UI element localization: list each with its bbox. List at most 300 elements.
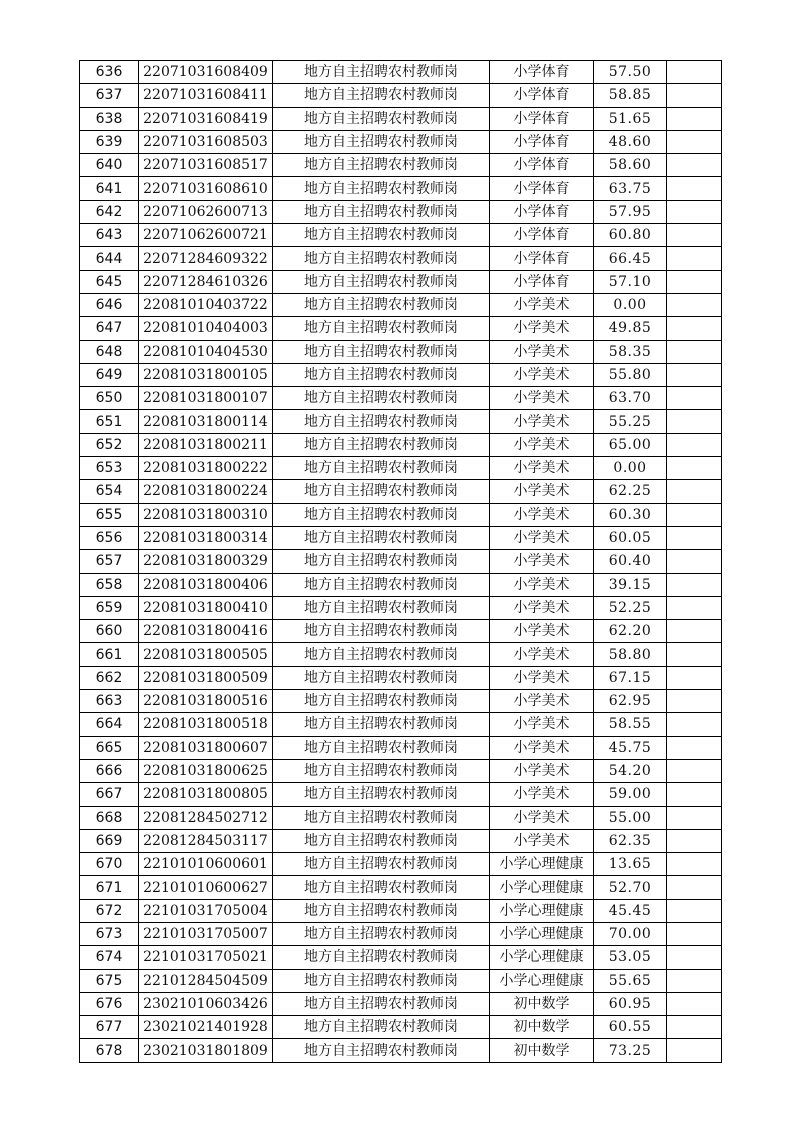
note-cell: [667, 526, 722, 549]
subject-cell: 小学美术: [490, 503, 594, 526]
table-row: [80, 503, 722, 526]
position-cell: 地方自主招聘农村教师岗: [273, 130, 490, 153]
exam-id-cell: 22081031800211: [139, 433, 273, 456]
position-cell: 地方自主招聘农村教师岗: [273, 363, 490, 386]
score-cell: 62.35: [594, 829, 667, 852]
position-cell: 地方自主招聘农村教师岗: [273, 410, 490, 433]
exam-id-cell: 22071062600713: [139, 200, 273, 223]
position-cell: 地方自主招聘农村教师岗: [273, 853, 490, 876]
row-number-cell: 663: [80, 690, 139, 713]
note-cell: [667, 480, 722, 503]
position-cell: 地方自主招聘农村教师岗: [273, 247, 490, 270]
exam-id-cell: 22081031800222: [139, 457, 273, 480]
table-row: [80, 806, 722, 829]
position-cell: 地方自主招聘农村教师岗: [273, 596, 490, 619]
subject-cell: 初中数学: [490, 1039, 594, 1062]
row-number-cell: 677: [80, 1016, 139, 1039]
subject-cell: 小学体育: [490, 200, 594, 223]
position-cell: 地方自主招聘农村教师岗: [273, 620, 490, 643]
table-row: [80, 620, 722, 643]
position-cell: 地方自主招聘农村教师岗: [273, 107, 490, 130]
table-row: [80, 690, 722, 713]
row-number-cell: 659: [80, 596, 139, 619]
note-cell: [667, 1016, 722, 1039]
row-number-cell: 661: [80, 643, 139, 666]
score-cell: 45.45: [594, 899, 667, 922]
subject-cell: 小学美术: [490, 573, 594, 596]
score-cell: 70.00: [594, 922, 667, 945]
score-cell: 60.55: [594, 1016, 667, 1039]
subject-cell: 小学体育: [490, 177, 594, 200]
exam-id-cell: 23021010603426: [139, 992, 273, 1015]
row-number-cell: 641: [80, 177, 139, 200]
table-row: [80, 480, 722, 503]
table-row: [80, 946, 722, 969]
position-cell: 地方自主招聘农村教师岗: [273, 154, 490, 177]
note-cell: [667, 759, 722, 782]
exam-id-cell: 22081031800518: [139, 713, 273, 736]
row-number-cell: 665: [80, 736, 139, 759]
table-row: [80, 200, 722, 223]
exam-id-cell: 22071031608503: [139, 130, 273, 153]
position-cell: 地方自主招聘农村教师岗: [273, 503, 490, 526]
score-cell: 73.25: [594, 1039, 667, 1062]
subject-cell: 小学心理健康: [490, 899, 594, 922]
position-cell: 地方自主招聘农村教师岗: [273, 270, 490, 293]
row-number-cell: 671: [80, 876, 139, 899]
exam-id-cell: 22101010600627: [139, 876, 273, 899]
note-cell: [667, 550, 722, 573]
score-cell: 57.50: [594, 61, 667, 84]
row-number-cell: 636: [80, 61, 139, 84]
table-row: [80, 992, 722, 1015]
score-cell: 52.25: [594, 596, 667, 619]
exam-id-cell: 22071284610326: [139, 270, 273, 293]
exam-id-cell: 22081031800105: [139, 363, 273, 386]
table-row: [80, 293, 722, 316]
table-row: [80, 573, 722, 596]
row-number-cell: 638: [80, 107, 139, 130]
row-number-cell: 654: [80, 480, 139, 503]
note-cell: [667, 247, 722, 270]
score-cell: 58.85: [594, 84, 667, 107]
exam-id-cell: 23021021401928: [139, 1016, 273, 1039]
score-table-body: [80, 61, 722, 1063]
score-cell: 58.35: [594, 340, 667, 363]
exam-id-cell: 22071031608409: [139, 61, 273, 84]
subject-cell: 小学美术: [490, 387, 594, 410]
exam-id-cell: 22081010404003: [139, 317, 273, 340]
note-cell: [667, 643, 722, 666]
position-cell: 地方自主招聘农村教师岗: [273, 480, 490, 503]
subject-cell: 小学美术: [490, 829, 594, 852]
row-number-cell: 655: [80, 503, 139, 526]
exam-id-cell: 23021031801809: [139, 1039, 273, 1062]
score-cell: 39.15: [594, 573, 667, 596]
table-row: [80, 130, 722, 153]
table-row: [80, 363, 722, 386]
table-row: [80, 317, 722, 340]
score-cell: 66.45: [594, 247, 667, 270]
subject-cell: 小学体育: [490, 247, 594, 270]
note-cell: [667, 573, 722, 596]
note-cell: [667, 1039, 722, 1062]
subject-cell: 小学美术: [490, 596, 594, 619]
note-cell: [667, 876, 722, 899]
table-row: [80, 783, 722, 806]
subject-cell: 小学美术: [490, 340, 594, 363]
table-row: [80, 596, 722, 619]
table-row: [80, 666, 722, 689]
subject-cell: 小学美术: [490, 433, 594, 456]
row-number-cell: 643: [80, 224, 139, 247]
score-cell: 60.95: [594, 992, 667, 1015]
table-row: [80, 177, 722, 200]
note-cell: [667, 992, 722, 1015]
note-cell: [667, 829, 722, 852]
subject-cell: 小学美术: [490, 690, 594, 713]
position-cell: 地方自主招聘农村教师岗: [273, 526, 490, 549]
table-row: [80, 969, 722, 992]
exam-id-cell: 22101031705021: [139, 946, 273, 969]
note-cell: [667, 853, 722, 876]
position-cell: 地方自主招聘农村教师岗: [273, 317, 490, 340]
position-cell: 地方自主招聘农村教师岗: [273, 457, 490, 480]
table-row: [80, 410, 722, 433]
note-cell: [667, 410, 722, 433]
score-cell: 52.70: [594, 876, 667, 899]
score-cell: 62.20: [594, 620, 667, 643]
exam-id-cell: 22081031800329: [139, 550, 273, 573]
subject-cell: 初中数学: [490, 992, 594, 1015]
table-row: [80, 457, 722, 480]
exam-id-cell: 22081031800107: [139, 387, 273, 410]
subject-cell: 小学美术: [490, 736, 594, 759]
score-cell: 57.10: [594, 270, 667, 293]
subject-cell: 初中数学: [490, 1016, 594, 1039]
exam-id-cell: 22071031608517: [139, 154, 273, 177]
row-number-cell: 678: [80, 1039, 139, 1062]
table-row: [80, 247, 722, 270]
position-cell: 地方自主招聘农村教师岗: [273, 177, 490, 200]
exam-id-cell: 22081031800516: [139, 690, 273, 713]
table-row: [80, 270, 722, 293]
note-cell: [667, 270, 722, 293]
note-cell: [667, 340, 722, 363]
table-row: [80, 224, 722, 247]
subject-cell: 小学美术: [490, 759, 594, 782]
row-number-cell: 658: [80, 573, 139, 596]
position-cell: 地方自主招聘农村教师岗: [273, 433, 490, 456]
score-cell: 49.85: [594, 317, 667, 340]
row-number-cell: 668: [80, 806, 139, 829]
subject-cell: 小学美术: [490, 783, 594, 806]
position-cell: 地方自主招聘农村教师岗: [273, 690, 490, 713]
subject-cell: 小学美术: [490, 713, 594, 736]
subject-cell: 小学体育: [490, 130, 594, 153]
note-cell: [667, 433, 722, 456]
subject-cell: 小学美术: [490, 410, 594, 433]
exam-id-cell: 22081031800410: [139, 596, 273, 619]
score-cell: 60.05: [594, 526, 667, 549]
note-cell: [667, 387, 722, 410]
exam-id-cell: 22081010404530: [139, 340, 273, 363]
table-row: [80, 107, 722, 130]
score-cell: 13.65: [594, 853, 667, 876]
note-cell: [667, 713, 722, 736]
row-number-cell: 637: [80, 84, 139, 107]
note-cell: [667, 293, 722, 316]
row-number-cell: 653: [80, 457, 139, 480]
note-cell: [667, 806, 722, 829]
note-cell: [667, 224, 722, 247]
position-cell: 地方自主招聘农村教师岗: [273, 876, 490, 899]
note-cell: [667, 61, 722, 84]
table-row: [80, 84, 722, 107]
row-number-cell: 670: [80, 853, 139, 876]
row-number-cell: 646: [80, 293, 139, 316]
score-table: [79, 60, 722, 1063]
position-cell: 地方自主招聘农村教师岗: [273, 783, 490, 806]
note-cell: [667, 84, 722, 107]
row-number-cell: 675: [80, 969, 139, 992]
position-cell: 地方自主招聘农村教师岗: [273, 736, 490, 759]
table-row: [80, 853, 722, 876]
position-cell: 地方自主招聘农村教师岗: [273, 1039, 490, 1062]
exam-id-cell: 22101031705004: [139, 899, 273, 922]
subject-cell: 小学美术: [490, 620, 594, 643]
row-number-cell: 662: [80, 666, 139, 689]
exam-id-cell: 22071284609322: [139, 247, 273, 270]
score-cell: 0.00: [594, 457, 667, 480]
row-number-cell: 667: [80, 783, 139, 806]
score-cell: 60.30: [594, 503, 667, 526]
table-row: [80, 736, 722, 759]
score-cell: 59.00: [594, 783, 667, 806]
position-cell: 地方自主招聘农村教师岗: [273, 200, 490, 223]
row-number-cell: 669: [80, 829, 139, 852]
note-cell: [667, 736, 722, 759]
row-number-cell: 660: [80, 620, 139, 643]
subject-cell: 小学美术: [490, 526, 594, 549]
table-row: [80, 922, 722, 945]
score-cell: 63.75: [594, 177, 667, 200]
table-row: [80, 61, 722, 84]
row-number-cell: 674: [80, 946, 139, 969]
row-number-cell: 639: [80, 130, 139, 153]
subject-cell: 小学体育: [490, 107, 594, 130]
position-cell: 地方自主招聘农村教师岗: [273, 759, 490, 782]
score-cell: 67.15: [594, 666, 667, 689]
position-cell: 地方自主招聘农村教师岗: [273, 550, 490, 573]
subject-cell: 小学美术: [490, 317, 594, 340]
note-cell: [667, 922, 722, 945]
subject-cell: 小学美术: [490, 480, 594, 503]
score-cell: 60.40: [594, 550, 667, 573]
subject-cell: 小学体育: [490, 84, 594, 107]
table-row: [80, 387, 722, 410]
exam-id-cell: 22101284504509: [139, 969, 273, 992]
table-row: [80, 1039, 722, 1062]
table-row: [80, 154, 722, 177]
exam-id-cell: 22071031608411: [139, 84, 273, 107]
score-cell: 65.00: [594, 433, 667, 456]
note-cell: [667, 620, 722, 643]
exam-id-cell: 22101031705007: [139, 922, 273, 945]
score-cell: 55.80: [594, 363, 667, 386]
subject-cell: 小学体育: [490, 154, 594, 177]
subject-cell: 小学美术: [490, 666, 594, 689]
exam-id-cell: 22101010600601: [139, 853, 273, 876]
subject-cell: 小学美术: [490, 363, 594, 386]
table-row: [80, 899, 722, 922]
note-cell: [667, 200, 722, 223]
exam-id-cell: 22081031800406: [139, 573, 273, 596]
position-cell: 地方自主招聘农村教师岗: [273, 992, 490, 1015]
table-row: [80, 550, 722, 573]
row-number-cell: 664: [80, 713, 139, 736]
table-row: [80, 1016, 722, 1039]
note-cell: [667, 130, 722, 153]
subject-cell: 小学心理健康: [490, 922, 594, 945]
row-number-cell: 651: [80, 410, 139, 433]
subject-cell: 小学美术: [490, 457, 594, 480]
note-cell: [667, 969, 722, 992]
score-cell: 58.80: [594, 643, 667, 666]
note-cell: [667, 783, 722, 806]
exam-id-cell: 22081031800607: [139, 736, 273, 759]
score-cell: 55.00: [594, 806, 667, 829]
row-number-cell: 652: [80, 433, 139, 456]
score-cell: 54.20: [594, 759, 667, 782]
table-row: [80, 340, 722, 363]
exam-id-cell: 22081031800805: [139, 783, 273, 806]
row-number-cell: 672: [80, 899, 139, 922]
subject-cell: 小学心理健康: [490, 946, 594, 969]
exam-id-cell: 22081031800224: [139, 480, 273, 503]
score-cell: 48.60: [594, 130, 667, 153]
position-cell: 地方自主招聘农村教师岗: [273, 61, 490, 84]
table-row: [80, 643, 722, 666]
score-cell: 63.70: [594, 387, 667, 410]
subject-cell: 小学心理健康: [490, 876, 594, 899]
row-number-cell: 640: [80, 154, 139, 177]
row-number-cell: 642: [80, 200, 139, 223]
subject-cell: 小学美术: [490, 550, 594, 573]
position-cell: 地方自主招聘农村教师岗: [273, 946, 490, 969]
position-cell: 地方自主招聘农村教师岗: [273, 573, 490, 596]
row-number-cell: 649: [80, 363, 139, 386]
note-cell: [667, 596, 722, 619]
score-cell: 53.05: [594, 946, 667, 969]
position-cell: 地方自主招聘农村教师岗: [273, 969, 490, 992]
position-cell: 地方自主招聘农村教师岗: [273, 806, 490, 829]
exam-id-cell: 22081031800314: [139, 526, 273, 549]
position-cell: 地方自主招聘农村教师岗: [273, 643, 490, 666]
table-row: [80, 526, 722, 549]
exam-id-cell: 22081010403722: [139, 293, 273, 316]
note-cell: [667, 946, 722, 969]
score-cell: 58.55: [594, 713, 667, 736]
note-cell: [667, 666, 722, 689]
score-cell: 62.95: [594, 690, 667, 713]
subject-cell: 小学心理健康: [490, 969, 594, 992]
table-row: [80, 713, 722, 736]
table-row: [80, 759, 722, 782]
table-row: [80, 876, 722, 899]
row-number-cell: 657: [80, 550, 139, 573]
row-number-cell: 645: [80, 270, 139, 293]
exam-id-cell: 22081031800625: [139, 759, 273, 782]
position-cell: 地方自主招聘农村教师岗: [273, 713, 490, 736]
score-cell: 0.00: [594, 293, 667, 316]
table-row: [80, 829, 722, 852]
exam-id-cell: 22081031800416: [139, 620, 273, 643]
position-cell: 地方自主招聘农村教师岗: [273, 899, 490, 922]
note-cell: [667, 177, 722, 200]
note-cell: [667, 899, 722, 922]
table-row: [80, 433, 722, 456]
score-cell: 55.65: [594, 969, 667, 992]
exam-id-cell: 22081284503117: [139, 829, 273, 852]
note-cell: [667, 457, 722, 480]
position-cell: 地方自主招聘农村教师岗: [273, 1016, 490, 1039]
position-cell: 地方自主招聘农村教师岗: [273, 340, 490, 363]
position-cell: 地方自主招聘农村教师岗: [273, 84, 490, 107]
subject-cell: 小学体育: [490, 270, 594, 293]
note-cell: [667, 154, 722, 177]
exam-id-cell: 22071031608419: [139, 107, 273, 130]
subject-cell: 小学体育: [490, 61, 594, 84]
note-cell: [667, 503, 722, 526]
subject-cell: 小学体育: [490, 224, 594, 247]
row-number-cell: 644: [80, 247, 139, 270]
position-cell: 地方自主招聘农村教师岗: [273, 922, 490, 945]
exam-id-cell: 22081031800310: [139, 503, 273, 526]
exam-id-cell: 22081031800505: [139, 643, 273, 666]
score-cell: 55.25: [594, 410, 667, 433]
subject-cell: 小学美术: [490, 293, 594, 316]
score-cell: 57.95: [594, 200, 667, 223]
subject-cell: 小学美术: [490, 806, 594, 829]
row-number-cell: 647: [80, 317, 139, 340]
note-cell: [667, 317, 722, 340]
subject-cell: 小学美术: [490, 643, 594, 666]
note-cell: [667, 690, 722, 713]
position-cell: 地方自主招聘农村教师岗: [273, 224, 490, 247]
score-cell: 58.60: [594, 154, 667, 177]
score-cell: 62.25: [594, 480, 667, 503]
exam-id-cell: 22081031800114: [139, 410, 273, 433]
note-cell: [667, 107, 722, 130]
score-cell: 51.65: [594, 107, 667, 130]
position-cell: 地方自主招聘农村教师岗: [273, 387, 490, 410]
exam-id-cell: 22071031608610: [139, 177, 273, 200]
score-cell: 45.75: [594, 736, 667, 759]
row-number-cell: 656: [80, 526, 139, 549]
exam-id-cell: 22071062600721: [139, 224, 273, 247]
row-number-cell: 650: [80, 387, 139, 410]
row-number-cell: 673: [80, 922, 139, 945]
score-cell: 60.80: [594, 224, 667, 247]
position-cell: 地方自主招聘农村教师岗: [273, 829, 490, 852]
position-cell: 地方自主招聘农村教师岗: [273, 666, 490, 689]
exam-id-cell: 22081031800509: [139, 666, 273, 689]
row-number-cell: 676: [80, 992, 139, 1015]
position-cell: 地方自主招聘农村教师岗: [273, 293, 490, 316]
note-cell: [667, 363, 722, 386]
exam-id-cell: 22081284502712: [139, 806, 273, 829]
